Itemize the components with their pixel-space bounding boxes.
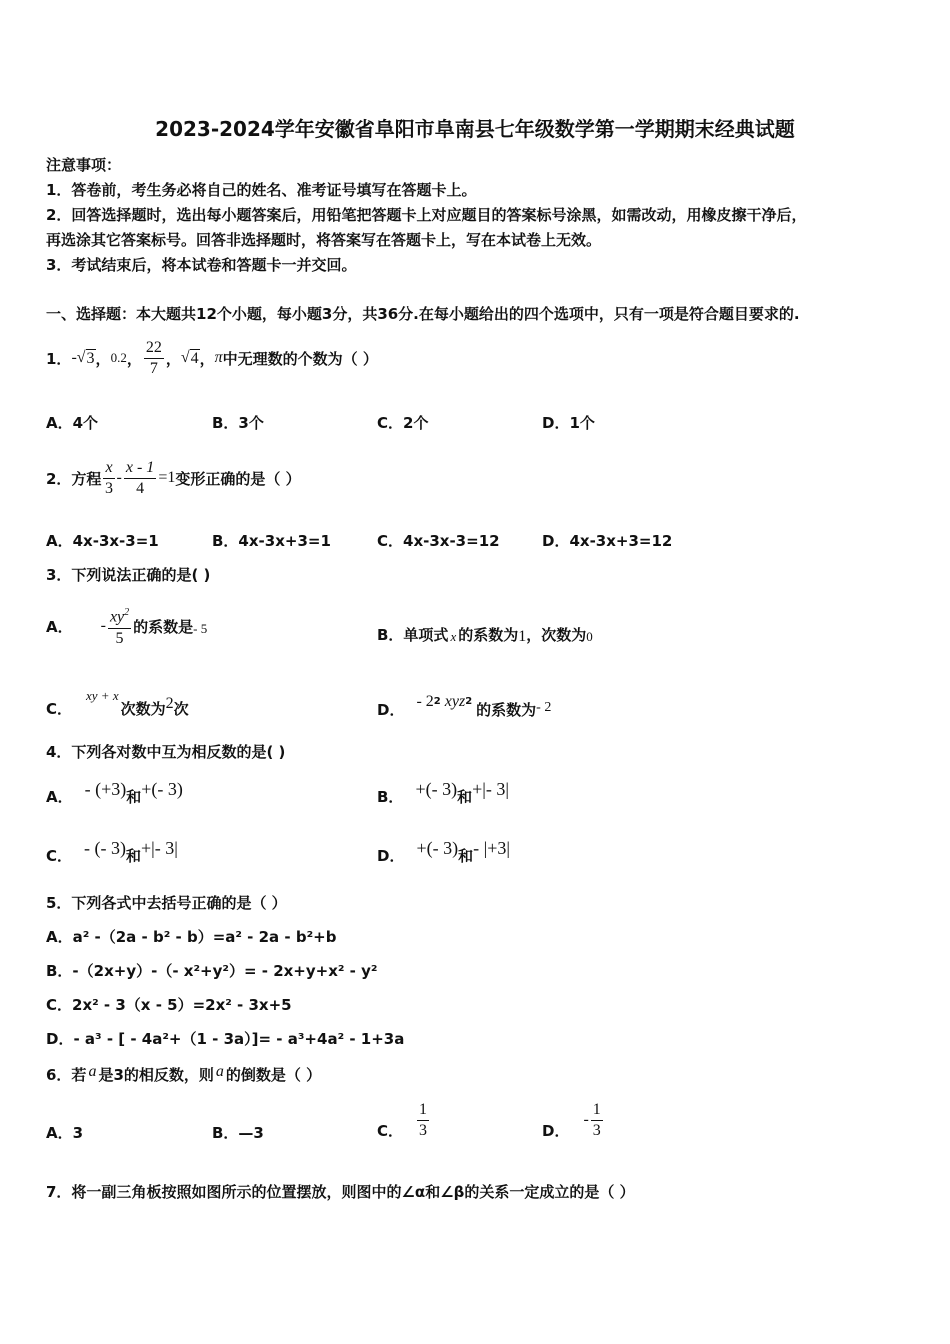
q2-number: 2．方程 <box>46 469 102 488</box>
q6-var-a-2: a <box>215 1062 224 1080</box>
q4-option-c[interactable] <box>46 831 178 866</box>
q2-f1-den: 3 <box>104 479 113 497</box>
q6-c-den: 3 <box>419 1121 428 1139</box>
page-title: 2023-2024学年安徽省阜阳市阜南县七年级数学第一学期期末经典试题 <box>155 117 795 141</box>
q3-c-v: 2 <box>165 694 174 712</box>
q4-b-left: +(- 3) <box>415 779 458 799</box>
q3-d-label: D． <box>377 701 405 719</box>
q4-a-and: 和 <box>126 788 142 806</box>
q4-b-label: B． <box>377 788 404 806</box>
q3-b-text1: 的系数为 <box>458 625 519 644</box>
q6-c-fraction <box>417 1100 429 1141</box>
q2-minus: - <box>116 469 122 486</box>
q3-c-expr: xy + x <box>86 688 119 703</box>
q1-option-c[interactable]: C．2个 <box>377 414 429 432</box>
q3-b-var: x <box>450 629 457 644</box>
q1-sqrt3: 3 <box>86 349 95 367</box>
q3-b-v1: 1 <box>518 628 527 645</box>
q1-sep-4: ， <box>199 349 215 368</box>
q3-a-neg: - <box>100 617 106 634</box>
q2-f1-num: x <box>103 458 114 479</box>
q1-text: 中无理数的个数为（ ） <box>222 349 378 368</box>
q6-text1: 是3的相反数，则 <box>98 1066 214 1084</box>
question-6 <box>46 1058 321 1085</box>
q5-option-c[interactable]: C．2x² - 3（x - 5）=2x² - 3x+5 <box>46 996 292 1014</box>
q4-b-and: 和 <box>457 788 473 806</box>
q3-d-val: - 2 <box>536 699 552 715</box>
q1-sep: ， <box>95 349 111 368</box>
q4-d-right: - |+3| <box>473 838 510 858</box>
q3-option-d[interactable] <box>377 683 551 720</box>
q4-c-right: +|- 3| <box>141 838 178 858</box>
q3-a-exp: 2 <box>124 607 130 619</box>
q1-option-d[interactable]: D．1个 <box>542 414 595 432</box>
q3-option-c[interactable] <box>46 688 189 719</box>
q6-c-label: C． <box>377 1121 404 1140</box>
notes-heading: 注意事项： <box>46 156 122 174</box>
note-2-cont: 再选涂其它答案标号。回答非选择题时，将答案写在答题卡上，写在本试卷上无效。 <box>46 231 602 249</box>
q5-stem: 5．下列各式中去括号正确的是（ ） <box>46 894 287 912</box>
q3-a-num: xy <box>109 608 125 626</box>
q4-d-label: D． <box>377 847 405 865</box>
q4-option-a[interactable] <box>46 772 183 807</box>
q7-stem: 7．将一副三角板按照如图所示的位置摆放，则图中的∠α和∠β的关系一定成立的是（ ） <box>46 1183 635 1201</box>
q4-option-b[interactable] <box>377 772 509 807</box>
q4-a-label: A． <box>46 788 73 806</box>
q6-d-num: 1 <box>591 1100 603 1121</box>
q3-c-text2: 次 <box>173 700 189 718</box>
q6-d-den: 3 <box>592 1121 601 1139</box>
q3-a-val: - 5 <box>193 621 208 636</box>
q6-d-neg: - <box>583 1111 589 1128</box>
q1-val-02: 0.2 <box>110 350 127 365</box>
q3-stem: 3．下列说法正确的是( ) <box>46 566 211 584</box>
q6-option-b[interactable]: B．—3 <box>212 1124 264 1142</box>
q3-b-text2: ，次数为 <box>526 625 587 644</box>
q4-option-d[interactable] <box>377 831 510 866</box>
q2-option-a[interactable]: A．4x-3x-3=1 <box>46 532 159 550</box>
q2-fraction-2 <box>124 458 156 499</box>
q1-option-a[interactable]: A．4个 <box>46 414 99 432</box>
q4-b-right: +|- 3| <box>472 779 509 799</box>
q5-option-b[interactable]: B．-（2x+y）-（- x²+y²）= - 2x+y+x² - y² <box>46 962 378 980</box>
q6-option-d[interactable] <box>542 1097 605 1143</box>
q3-a-label: A． <box>46 617 73 636</box>
q6-c-num: 1 <box>417 1100 429 1121</box>
q6-number: 6．若 <box>46 1066 87 1084</box>
q1-neg: - <box>71 349 77 366</box>
q1-sep-2: ， <box>126 349 142 368</box>
note-1: 1．答卷前，考生务必将自己的姓名、准考证号填写在答题卡上。 <box>46 181 477 199</box>
q3-option-b[interactable] <box>377 622 593 646</box>
q6-d-fraction <box>591 1100 603 1141</box>
q4-a-left: - (+3) <box>84 779 127 799</box>
q3-b-label: B．单项式 <box>377 625 449 644</box>
q5-option-d[interactable]: D．- a³ - [ - 4a²+（1 - 3a）]= - a³+4a² - 1+3a <box>46 1030 405 1048</box>
q1-sqrt4: 4 <box>190 349 199 367</box>
q6-var-a: a <box>88 1062 97 1080</box>
q3-c-label: C． <box>46 700 73 718</box>
q1-frac-den: 7 <box>149 359 158 377</box>
q3-d-exp1: 2 <box>433 696 441 707</box>
q1-sep-3: ， <box>165 349 181 368</box>
q4-stem: 4．下列各对数中互为相反数的是( ) <box>46 743 286 761</box>
q4-d-and: 和 <box>458 847 474 865</box>
q4-c-left: - (- 3) <box>84 838 126 858</box>
q2-f2-den: 4 <box>136 479 145 497</box>
q4-a-right: +(- 3) <box>141 779 183 799</box>
q5-option-a[interactable]: A．a² -（2a - b² - b）=a² - 2a - b²+b <box>46 928 337 946</box>
question-1: 1． - √ 3 ， 0.2 ， $\frac{22}{7}$ ， √ 4 ， π 中无理数的个数为（ ） <box>46 338 378 377</box>
q1-fraction <box>144 338 164 379</box>
q2-eq: =1 <box>158 469 176 486</box>
q3-c-text1: 次数为 <box>120 700 166 718</box>
q4-c-and: 和 <box>126 847 142 865</box>
note-2: 2．回答选择题时，选出每小题答案后，用铅笔把答题卡上对应题目的答案标号涂黑，如需改动，用橡皮擦干净后， <box>46 206 807 224</box>
q2-fraction-1 <box>103 458 114 499</box>
q6-d-label: D． <box>542 1121 570 1140</box>
q1-option-b[interactable]: B．3个 <box>212 414 264 432</box>
q3-d-text: 的系数为 <box>476 701 537 719</box>
q3-a-fraction <box>108 603 131 648</box>
q6-option-c[interactable] <box>377 1097 431 1143</box>
q2-option-c[interactable]: C．4x-3x-3=12 <box>377 532 500 550</box>
q2-text: 变形正确的是（ ） <box>175 469 301 488</box>
q3-d-expr2: xyz <box>444 692 466 710</box>
q3-a-text: 的系数是 <box>133 617 194 636</box>
q6-option-a[interactable]: A．3 <box>46 1124 84 1142</box>
q3-a-den: 5 <box>115 629 124 647</box>
q2-option-d[interactable]: D．4x-3x+3=12 <box>542 532 673 550</box>
note-3: 3．考试结束后，将本试卷和答题卡一并交回。 <box>46 256 357 274</box>
q4-c-label: C． <box>46 847 73 865</box>
q2-f2-num: x - 1 <box>124 458 156 479</box>
q1-number: 1． <box>46 349 72 368</box>
q3-b-v2: 0 <box>586 629 593 644</box>
q6-text2: 的倒数是（ ） <box>225 1066 322 1084</box>
section-heading: 一、选择题：本大题共12个小题，每小题3分，共36分.在每小题给出的四个选项中，只有一项是符合题目要求的. <box>46 305 800 323</box>
q1-pi: π <box>214 349 223 366</box>
q2-option-b[interactable]: B．4x-3x+3=1 <box>212 532 331 550</box>
q3-d-expr1: - 2 <box>416 692 434 710</box>
q4-d-left: +(- 3) <box>416 838 459 858</box>
q3-d-exp2: 2 <box>465 696 473 707</box>
q1-frac-num: 22 <box>144 338 164 359</box>
question-2 <box>46 445 301 511</box>
q3-option-a[interactable] <box>46 596 207 656</box>
